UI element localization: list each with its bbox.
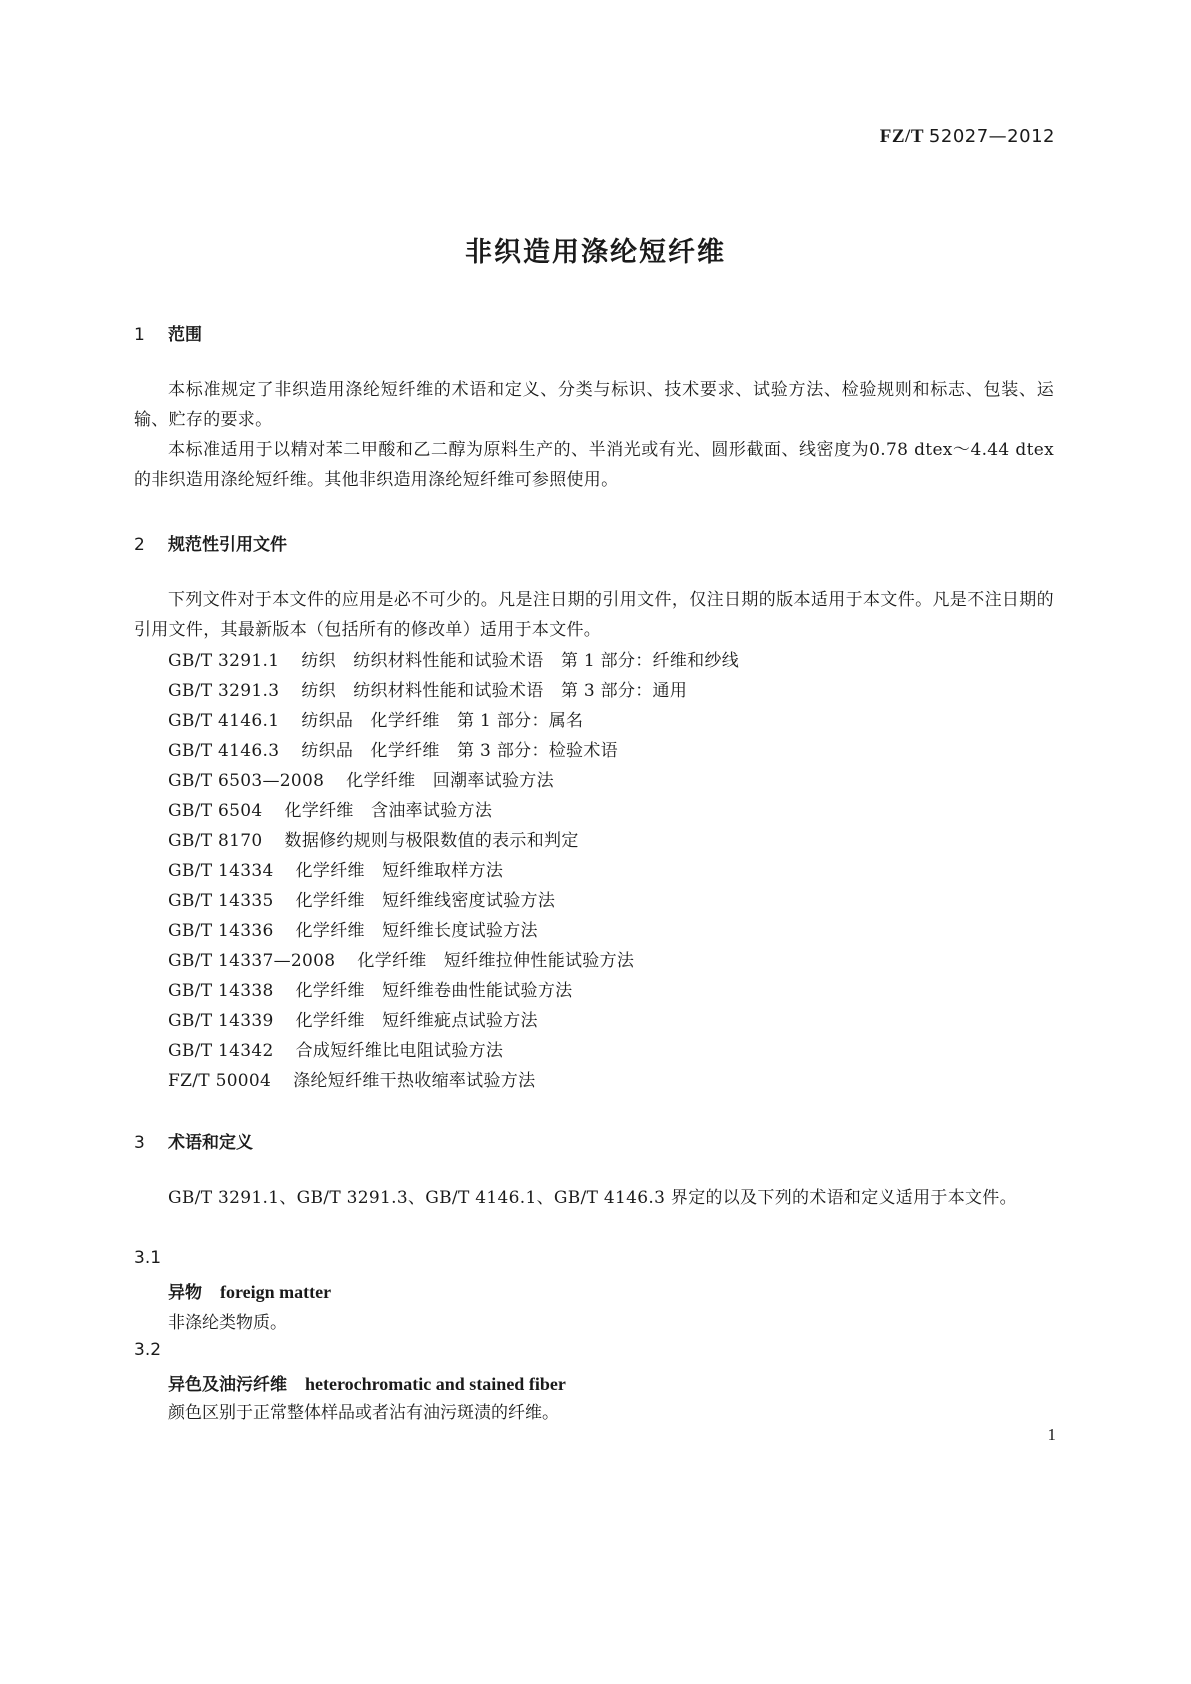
reference-code: GB/T 4146.3 <box>168 741 280 761</box>
reference-title: 纺织品 化学纤维 第 1 部分：属名 <box>301 711 584 731</box>
term-number: 3.2 <box>134 1340 162 1360</box>
reference-title: 化学纤维 短纤维卷曲性能试验方法 <box>295 981 573 1001</box>
reference-code: GB/T 14335 <box>168 891 274 911</box>
term-zh: 异色及油污纤维 <box>168 1375 287 1395</box>
section-3-paragraph-1: GB/T 3291.1、GB/T 3291.3、GB/T 4146.1、GB/T 4146.3 界定的以及下列的术语和定义适用于本文件。 <box>168 1188 1017 1208</box>
reference-title: 化学纤维 短纤维长度试验方法 <box>295 921 538 941</box>
section-number: 3 <box>134 1133 145 1153</box>
reference-title: 涤纶短纤维干热收缩率试验方法 <box>293 1071 536 1091</box>
section-3-heading <box>134 1128 253 1153</box>
section-number: 1 <box>134 325 145 345</box>
standard-number: 52027—2012 <box>928 126 1055 147</box>
standard-prefix: FZ/T <box>879 126 924 147</box>
reference-code: FZ/T 50004 <box>168 1071 272 1091</box>
section-title: 术语和定义 <box>168 1133 253 1153</box>
reference-code: GB/T 6503—2008 <box>168 771 325 791</box>
reference-item <box>168 946 739 976</box>
reference-title: 化学纤维 短纤维线密度试验方法 <box>295 891 556 911</box>
term-zh: 异物 <box>168 1283 202 1303</box>
reference-code: GB/T 3291.3 <box>168 681 280 701</box>
term-definition: 非涤纶类物质。 <box>168 1313 287 1333</box>
section-2-paragraph-1: 下列文件对于本文件的应用是必不可少的。凡是注日期的引用文件，仅注日期的版本适用于本文件。凡是不注日期的引用文件，其最新版本（包括所有的修改单）适用于本文件。 <box>134 590 1054 640</box>
document-title: 非织造用涤纶短纤维 <box>465 237 726 268</box>
term-en: foreign matter <box>220 1282 332 1302</box>
term-heading <box>168 1278 331 1303</box>
reference-item <box>168 826 739 856</box>
reference-item <box>168 1066 739 1096</box>
reference-code: GB/T 14342 <box>168 1041 274 1061</box>
normative-references-list <box>168 646 739 1096</box>
reference-code: GB/T 14334 <box>168 861 274 881</box>
reference-item <box>168 976 739 1006</box>
reference-item <box>168 796 739 826</box>
reference-title: 化学纤维 含油率试验方法 <box>284 801 493 821</box>
section-1-paragraph-2: 本标准适用于以精对苯二甲酸和乙二醇为原料生产的、半消光或有光、圆形截面、线密度为0.78 dtex～4.44 dtex 的非织造用涤纶短纤维。其他非织造用涤纶短纤维可参照使用。 <box>134 440 1054 490</box>
reference-title: 纺织 纺织材料性能和试验术语 第 1 部分：纤维和纱线 <box>301 651 740 671</box>
section-number: 2 <box>134 535 145 555</box>
section-1-paragraph-1: 本标准规定了非织造用涤纶短纤维的术语和定义、分类与标识、技术要求、试验方法、检验规则和标志、包装、运输、贮存的要求。 <box>134 380 1054 430</box>
reference-item <box>168 916 739 946</box>
reference-item <box>168 646 739 676</box>
reference-item <box>168 676 739 706</box>
reference-title: 合成短纤维比电阻试验方法 <box>295 1041 504 1061</box>
reference-code: GB/T 14339 <box>168 1011 274 1031</box>
reference-item <box>168 736 739 766</box>
reference-code: GB/T 14336 <box>168 921 274 941</box>
term-heading <box>168 1370 566 1395</box>
reference-item <box>168 856 739 886</box>
reference-code: GB/T 14337—2008 <box>168 951 336 971</box>
section-title: 范围 <box>168 325 202 345</box>
standard-code <box>880 126 1055 148</box>
reference-item <box>168 1006 739 1036</box>
reference-code: GB/T 14338 <box>168 981 274 1001</box>
reference-title: 化学纤维 回潮率试验方法 <box>346 771 554 791</box>
reference-code: GB/T 3291.1 <box>168 651 280 671</box>
reference-title: 化学纤维 短纤维疵点试验方法 <box>295 1011 538 1031</box>
reference-item <box>168 766 739 796</box>
reference-title: 化学纤维 短纤维拉伸性能试验方法 <box>357 951 635 971</box>
section-2-heading <box>134 530 287 555</box>
reference-item <box>168 706 739 736</box>
reference-title: 纺织品 化学纤维 第 3 部分：检验术语 <box>301 741 618 761</box>
reference-item <box>168 1036 739 1066</box>
page-number: 1 <box>1047 1425 1056 1444</box>
reference-title: 纺织 纺织材料性能和试验术语 第 3 部分：通用 <box>301 681 688 701</box>
reference-code: GB/T 8170 <box>168 831 263 851</box>
term-number: 3.1 <box>134 1248 162 1268</box>
reference-code: GB/T 4146.1 <box>168 711 280 731</box>
section-title: 规范性引用文件 <box>168 535 287 555</box>
term-en: heterochromatic and stained fiber <box>305 1374 566 1394</box>
reference-title: 化学纤维 短纤维取样方法 <box>295 861 504 881</box>
section-1-heading <box>134 320 202 345</box>
reference-item <box>168 886 739 916</box>
term-definition: 颜色区别于正常整体样品或者沾有油污斑渍的纤维。 <box>168 1403 559 1423</box>
reference-title: 数据修约规则与极限数值的表示和判定 <box>284 831 579 851</box>
reference-code: GB/T 6504 <box>168 801 263 821</box>
